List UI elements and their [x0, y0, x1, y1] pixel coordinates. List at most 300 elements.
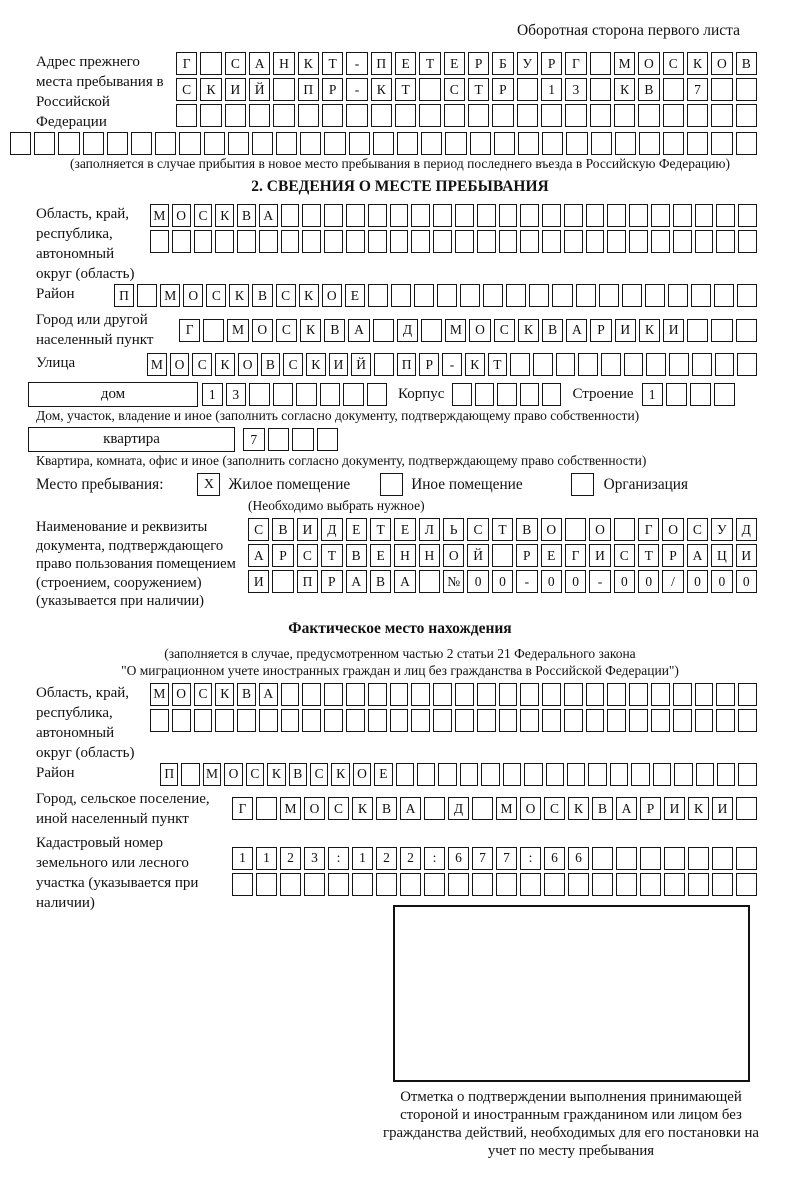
char-cell — [590, 78, 611, 101]
char-cell — [736, 873, 757, 896]
char-cell — [651, 683, 670, 706]
char-cell — [411, 683, 430, 706]
char-cell — [137, 284, 157, 307]
char-cell — [396, 763, 414, 786]
char-cell — [714, 383, 735, 406]
char-cell — [281, 683, 300, 706]
char-cell — [542, 230, 561, 253]
char-cell: А — [394, 570, 415, 593]
char-cell: В — [252, 284, 272, 307]
char-cell: Г — [179, 319, 200, 342]
other-premise-checkbox — [380, 473, 403, 496]
district-row — [114, 284, 760, 307]
char-cell — [499, 709, 518, 732]
char-cell — [518, 132, 539, 155]
char-cell — [417, 763, 435, 786]
char-cell — [497, 383, 516, 406]
char-cell: А — [346, 570, 367, 593]
street-grid — [147, 353, 760, 379]
char-cell — [576, 284, 596, 307]
char-cell: О — [172, 683, 191, 706]
char-cell: Д — [448, 797, 469, 820]
char-cell: Т — [321, 544, 342, 567]
char-cell: К — [688, 797, 709, 820]
char-cell — [640, 847, 661, 870]
char-cell — [687, 132, 708, 155]
char-cell — [455, 204, 474, 227]
char-cell — [517, 104, 538, 127]
char-cell — [58, 132, 79, 155]
char-cell — [256, 797, 277, 820]
char-cell — [276, 132, 297, 155]
char-cell — [419, 570, 440, 593]
city-grid — [179, 319, 760, 342]
char-cell — [346, 230, 365, 253]
district2-row — [160, 763, 760, 786]
char-cell — [668, 284, 688, 307]
char-cell — [324, 683, 343, 706]
char-cell: И — [589, 544, 610, 567]
char-cell: 1 — [232, 847, 253, 870]
char-cell — [565, 104, 586, 127]
char-cell: С — [328, 797, 349, 820]
char-cell — [546, 763, 564, 786]
char-cell — [736, 319, 757, 342]
char-cell — [492, 104, 513, 127]
char-cell — [499, 230, 518, 253]
char-cell — [544, 873, 565, 896]
char-cell: В — [237, 683, 256, 706]
char-cell — [664, 873, 685, 896]
char-cell — [107, 132, 128, 155]
char-cell — [390, 709, 409, 732]
city2-field — [36, 789, 760, 829]
char-cell: П — [160, 763, 178, 786]
city-row — [179, 319, 760, 342]
char-cell: В — [272, 518, 293, 541]
char-cell — [455, 683, 474, 706]
house-number-cells — [202, 383, 390, 406]
char-cell — [736, 104, 757, 127]
char-cell — [674, 763, 692, 786]
char-cell — [256, 873, 277, 896]
char-cell — [225, 104, 246, 127]
char-cell: К — [465, 353, 485, 376]
char-cell: 2 — [400, 847, 421, 870]
char-cell — [711, 132, 732, 155]
char-cell — [542, 683, 561, 706]
apartment-row — [28, 427, 800, 452]
char-cell: К — [371, 78, 392, 101]
char-cell — [524, 763, 542, 786]
char-cell — [477, 709, 496, 732]
char-cell — [542, 132, 563, 155]
char-cell: : — [328, 847, 349, 870]
char-cell: 2 — [280, 847, 301, 870]
char-cell — [343, 383, 364, 406]
char-cell: У — [517, 52, 538, 75]
stay-type-row — [36, 472, 800, 497]
char-cell — [688, 847, 709, 870]
char-cell: С — [544, 797, 565, 820]
char-cell — [203, 319, 224, 342]
cadastre-grid — [232, 833, 760, 913]
char-cell — [200, 104, 221, 127]
actual-location-note-1: (заполняется в случае, предусмотренном частью 2 статьи 21 Федерального закона — [164, 645, 636, 661]
organization-checkbox — [571, 473, 594, 496]
char-cell — [607, 709, 626, 732]
char-cell — [172, 230, 191, 253]
char-cell — [281, 204, 300, 227]
char-cell — [328, 873, 349, 896]
char-cell — [10, 132, 31, 155]
char-cell — [614, 518, 635, 541]
char-cell: Е — [395, 52, 416, 75]
char-cell — [610, 763, 628, 786]
char-cell: Р — [272, 544, 293, 567]
char-cell — [481, 763, 499, 786]
char-cell — [646, 353, 666, 376]
char-cell — [629, 230, 648, 253]
apartment-type-box: квартира — [28, 427, 235, 452]
char-cell — [376, 873, 397, 896]
char-cell — [320, 383, 341, 406]
char-cell — [273, 383, 294, 406]
char-cell — [673, 230, 692, 253]
char-cell: 0 — [541, 570, 562, 593]
char-cell — [346, 683, 365, 706]
char-cell — [640, 873, 661, 896]
char-cell: Т — [419, 52, 440, 75]
char-cell — [645, 284, 665, 307]
char-cell: О — [304, 797, 325, 820]
char-cell — [475, 383, 494, 406]
char-cell: К — [299, 284, 319, 307]
char-cell: 0 — [467, 570, 488, 593]
section2-title: 2. СВЕДЕНИЯ О МЕСТЕ ПРЕБЫВАНИЯ — [251, 178, 549, 195]
char-cell: В — [324, 319, 345, 342]
char-cell: Е — [374, 763, 392, 786]
char-cell — [367, 383, 388, 406]
char-cell: А — [259, 204, 278, 227]
char-cell — [317, 428, 339, 451]
char-cell: А — [566, 319, 587, 342]
char-cell — [564, 230, 583, 253]
char-cell: М — [496, 797, 517, 820]
char-cell — [556, 353, 576, 376]
char-cell: С — [206, 284, 226, 307]
char-cell: Н — [419, 544, 440, 567]
char-cell — [673, 709, 692, 732]
district-grid — [114, 284, 760, 310]
street-label: Улица — [36, 355, 76, 371]
region2-row-2 — [150, 709, 760, 732]
char-cell: С — [614, 544, 635, 567]
char-cell: 3 — [565, 78, 586, 101]
char-cell — [629, 709, 648, 732]
char-cell: И — [297, 518, 318, 541]
char-cell: Г — [565, 52, 586, 75]
char-cell: С — [248, 518, 269, 541]
char-cell: В — [261, 353, 281, 376]
char-cell — [687, 104, 708, 127]
region-grid — [150, 204, 760, 284]
char-cell — [470, 132, 491, 155]
char-cell — [586, 709, 605, 732]
char-cell — [529, 284, 549, 307]
char-cell — [564, 683, 583, 706]
document-grid — [248, 518, 760, 611]
char-cell — [472, 797, 493, 820]
char-cell: Е — [541, 544, 562, 567]
char-cell — [673, 683, 692, 706]
char-cell — [607, 683, 626, 706]
char-cell: С — [194, 204, 213, 227]
char-cell — [215, 709, 234, 732]
char-cell: 0 — [711, 570, 732, 593]
char-cell — [352, 873, 373, 896]
prev-address-row-2 — [176, 78, 760, 101]
char-cell: О — [238, 353, 258, 376]
char-cell: 0 — [638, 570, 659, 593]
char-cell — [663, 78, 684, 101]
char-cell: К — [229, 284, 249, 307]
confirmation-stamp-box — [393, 905, 750, 1082]
char-cell: М — [203, 763, 221, 786]
char-cell — [204, 132, 225, 155]
char-cell: А — [687, 544, 708, 567]
char-cell: О — [520, 797, 541, 820]
char-cell: : — [520, 847, 541, 870]
char-cell — [131, 132, 152, 155]
char-cell — [300, 132, 321, 155]
document-row-1 — [248, 518, 760, 541]
char-cell: Д — [736, 518, 757, 541]
stay-type-label: Место пребывания: — [36, 475, 164, 493]
district2-grid — [160, 763, 760, 789]
char-cell — [586, 204, 605, 227]
char-cell — [391, 284, 411, 307]
char-cell: И — [663, 319, 684, 342]
char-cell: С — [444, 78, 465, 101]
char-cell — [280, 873, 301, 896]
char-cell — [349, 132, 370, 155]
char-cell: П — [297, 570, 318, 593]
char-cell — [302, 709, 321, 732]
district2-field — [36, 763, 760, 789]
char-cell — [368, 683, 387, 706]
char-cell — [437, 284, 457, 307]
char-cell: К — [352, 797, 373, 820]
street-field — [36, 353, 760, 379]
char-cell: 7 — [472, 847, 493, 870]
char-cell: Р — [590, 319, 611, 342]
char-cell — [371, 104, 392, 127]
char-cell — [259, 230, 278, 253]
char-cell — [687, 319, 708, 342]
apartment-note: Квартира, комната, офис и иное (заполнить согласно документу, подтверждающему право собственности) — [36, 453, 647, 468]
district-label: Район — [36, 286, 75, 302]
char-cell: К — [614, 78, 635, 101]
char-cell — [455, 230, 474, 253]
region-row-1 — [150, 204, 760, 227]
char-cell: И — [712, 797, 733, 820]
char-cell: Й — [249, 78, 270, 101]
char-cell: 7 — [243, 428, 265, 451]
char-cell — [400, 873, 421, 896]
cadastre-row-1 — [232, 847, 760, 870]
char-cell — [390, 683, 409, 706]
char-cell: 7 — [496, 847, 517, 870]
char-cell: Т — [638, 544, 659, 567]
city2-row — [232, 797, 760, 820]
char-cell: Е — [394, 518, 415, 541]
char-cell — [150, 709, 169, 732]
char-cell — [445, 132, 466, 155]
char-cell — [346, 104, 367, 127]
char-cell: О — [252, 319, 273, 342]
char-cell: № — [443, 570, 464, 593]
char-cell — [302, 683, 321, 706]
char-cell — [566, 132, 587, 155]
char-cell — [249, 104, 270, 127]
char-cell — [194, 230, 213, 253]
char-cell — [669, 353, 689, 376]
char-cell — [651, 709, 670, 732]
char-cell — [411, 230, 430, 253]
char-cell — [651, 204, 670, 227]
char-cell — [717, 763, 735, 786]
char-cell: Р — [662, 544, 683, 567]
char-cell — [296, 383, 317, 406]
char-cell — [624, 353, 644, 376]
char-cell: А — [348, 319, 369, 342]
char-cell — [663, 132, 684, 155]
char-cell: П — [298, 78, 319, 101]
char-cell — [590, 104, 611, 127]
char-cell — [268, 428, 290, 451]
region-row-2 — [150, 230, 760, 253]
char-cell: Т — [395, 78, 416, 101]
char-cell: Р — [492, 78, 513, 101]
char-cell — [692, 353, 712, 376]
char-cell: М — [280, 797, 301, 820]
char-cell — [424, 873, 445, 896]
char-cell — [590, 52, 611, 75]
char-cell — [588, 763, 606, 786]
char-cell: В — [638, 78, 659, 101]
char-cell: В — [592, 797, 613, 820]
char-cell: В — [516, 518, 537, 541]
char-cell — [374, 353, 394, 376]
char-cell: - — [516, 570, 537, 593]
char-cell — [712, 847, 733, 870]
actual-location-note-2: "О миграционном учете иностранных граждан и лиц без гражданства в Российской Федерации") — [121, 662, 679, 678]
char-cell: С — [283, 353, 303, 376]
char-cell: Е — [370, 544, 391, 567]
char-cell — [477, 683, 496, 706]
char-cell — [666, 383, 687, 406]
prev-address-row-4 — [10, 132, 760, 155]
char-cell: О — [353, 763, 371, 786]
region-field — [36, 204, 760, 284]
char-cell: 0 — [492, 570, 513, 593]
district-field — [36, 284, 760, 310]
prev-address-row-3 — [176, 104, 760, 127]
char-cell — [592, 847, 613, 870]
residential-checkbox: X — [197, 473, 220, 496]
char-cell: 7 — [687, 78, 708, 101]
char-cell: Д — [321, 518, 342, 541]
char-cell: О — [662, 518, 683, 541]
organization-label: Организация — [603, 475, 689, 493]
char-cell — [664, 847, 685, 870]
char-cell — [506, 284, 526, 307]
char-cell: Н — [394, 544, 415, 567]
char-cell: В — [736, 52, 757, 75]
char-cell — [460, 284, 480, 307]
char-cell — [738, 204, 757, 227]
char-cell: С — [194, 683, 213, 706]
prev-address-note: (заполняется в случае прибытия в новое место пребывания в период последнего въезда в Российскую Федерацию) — [69, 156, 731, 171]
char-cell: С — [663, 52, 684, 75]
char-cell: Е — [346, 518, 367, 541]
char-cell — [215, 230, 234, 253]
char-cell — [228, 132, 249, 155]
street-row — [147, 353, 760, 376]
char-cell — [232, 873, 253, 896]
char-cell: О — [443, 544, 464, 567]
char-cell — [272, 570, 293, 593]
char-cell: М — [160, 284, 180, 307]
char-cell — [322, 104, 343, 127]
char-cell — [34, 132, 55, 155]
char-cell — [716, 230, 735, 253]
char-cell: 1 — [541, 78, 562, 101]
char-cell: П — [371, 52, 392, 75]
cadastre-label: Кадастровый номер земельного или лесного участка (указывается при наличии) — [36, 834, 199, 911]
char-cell: Ь — [443, 518, 464, 541]
char-cell — [302, 230, 321, 253]
char-cell — [460, 763, 478, 786]
char-cell — [433, 204, 452, 227]
house-row — [28, 382, 800, 407]
char-cell — [452, 383, 471, 406]
char-cell: М — [614, 52, 635, 75]
char-cell: О — [638, 52, 659, 75]
char-cell — [414, 284, 434, 307]
char-cell: Ц — [711, 544, 732, 567]
char-cell — [520, 230, 539, 253]
char-cell: Р — [321, 570, 342, 593]
char-cell: Е — [345, 284, 365, 307]
char-cell — [520, 683, 539, 706]
char-cell — [179, 132, 200, 155]
char-cell — [150, 230, 169, 253]
char-cell: Т — [468, 78, 489, 101]
char-cell — [690, 383, 711, 406]
char-cell: С — [192, 353, 212, 376]
char-cell — [736, 797, 757, 820]
char-cell — [564, 709, 583, 732]
char-cell: А — [248, 544, 269, 567]
char-cell — [541, 104, 562, 127]
char-cell — [639, 132, 660, 155]
char-cell — [638, 104, 659, 127]
char-cell: : — [424, 847, 445, 870]
city-field — [36, 310, 760, 350]
region2-field — [36, 683, 760, 763]
